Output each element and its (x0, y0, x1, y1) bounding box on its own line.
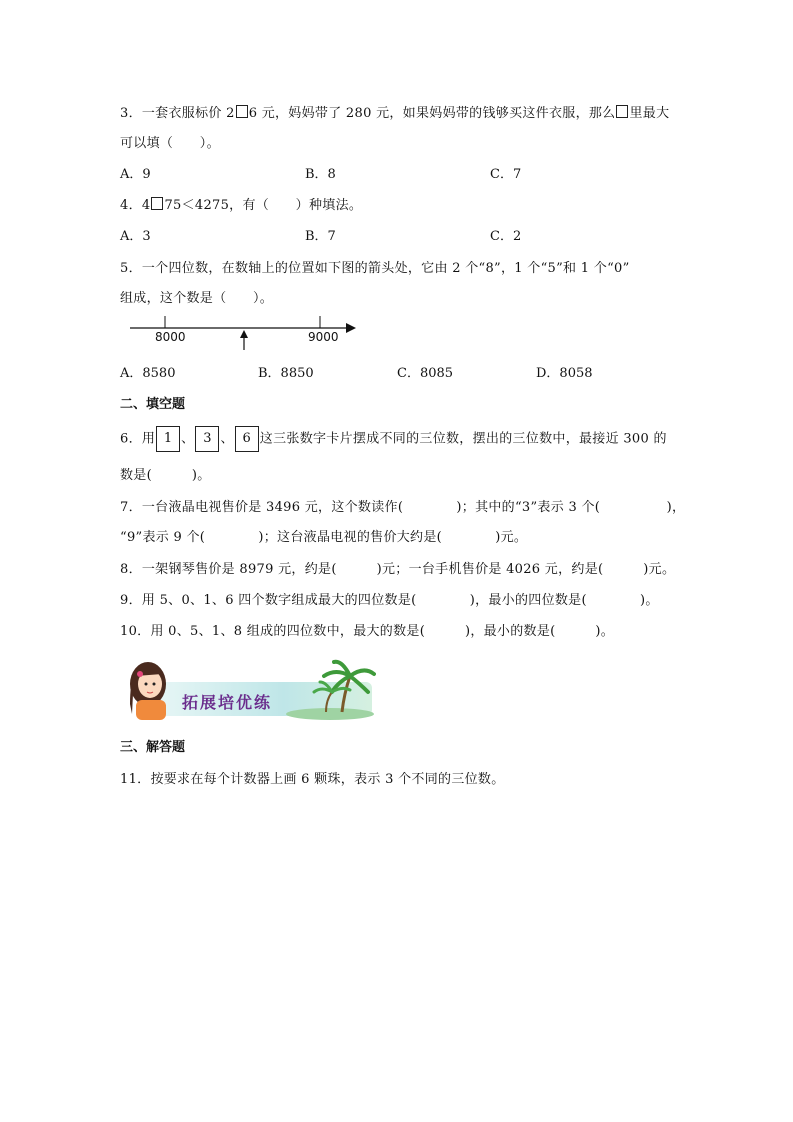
q5-line2: 组成，这个数是（ ）。 (120, 291, 274, 306)
q11-line: 11．按要求在每个计数器上画 6 颗珠，表示 3 个不同的三位数。 (120, 772, 505, 787)
q8-line: 8．一架钢琴售价是 8979 元，约是( )元；一台手机售价是 4026 元，约是( )元。 (120, 562, 676, 577)
axis-label-9000: 9000 (308, 330, 339, 344)
digit-card-3: 3 (195, 426, 219, 452)
q5-option-a[interactable]: A．8580 (120, 366, 176, 381)
q4-line: 4．4 75＜4275，有（ ）种填法。 (120, 198, 363, 213)
banner-title: 拓展培优练 (182, 693, 273, 712)
digit-card-6: 6 (235, 426, 259, 452)
blank-box-icon (151, 197, 163, 210)
q5-line1: 5．一个四位数，在数轴上的位置如下图的箭头处，它由 2 个“8”，1 个“5”和 1 个“0” (120, 261, 630, 276)
q3-option-b[interactable]: B．8 (305, 167, 336, 182)
digit-card-1: 1 (156, 426, 180, 452)
blank-box-icon (616, 105, 628, 118)
extension-banner (120, 654, 376, 722)
q5-option-d[interactable]: D．8058 (536, 366, 593, 381)
section-solve-title: 三、解答题 (120, 740, 186, 755)
q6-line1: 6．用 1 、 3 、 6 这三张数字卡片摆成不同的三位数，摆出的三位数中，最接近 300 的 (120, 426, 667, 453)
q10-line: 10．用 0、5、1、8 组成的四位数中，最大的数是( )，最小的数是( )。 (120, 624, 615, 639)
q7-line1: 7．一台液晶电视售价是 3496 元，这个数读作( )；其中的“3”表示 3 个( )， (120, 500, 686, 515)
q3-line2: 可以填（ ）。 (120, 136, 220, 151)
q3-option-c[interactable]: C．7 (490, 167, 522, 182)
q5-option-c[interactable]: C．8085 (397, 366, 454, 381)
q6-line2: 数是( )。 (120, 468, 211, 483)
number-line (130, 314, 360, 354)
q9-line: 9．用 5、0、1、6 四个数字组成最大的四位数是( )，最小的四位数是( )。 (120, 593, 659, 608)
q4-option-a[interactable]: A．3 (120, 229, 151, 244)
axis-label-8000: 8000 (155, 330, 186, 344)
q3-line1: 3．一套衣服标价 2 6 元，妈妈带了 280 元，如果妈妈带的钱够买这件衣服，那么 里最大 (120, 106, 670, 121)
q4-option-c[interactable]: C．2 (490, 229, 522, 244)
q5-option-b[interactable]: B．8850 (258, 366, 314, 381)
section-fill-in-title: 二、填空题 (120, 397, 186, 412)
q3-option-a[interactable]: A．9 (120, 167, 151, 182)
blank-box-icon (236, 105, 248, 118)
q7-line2: “9”表示 9 个( )；这台液晶电视的售价大约是( )元。 (120, 530, 528, 545)
q4-option-b[interactable]: B．7 (305, 229, 336, 244)
